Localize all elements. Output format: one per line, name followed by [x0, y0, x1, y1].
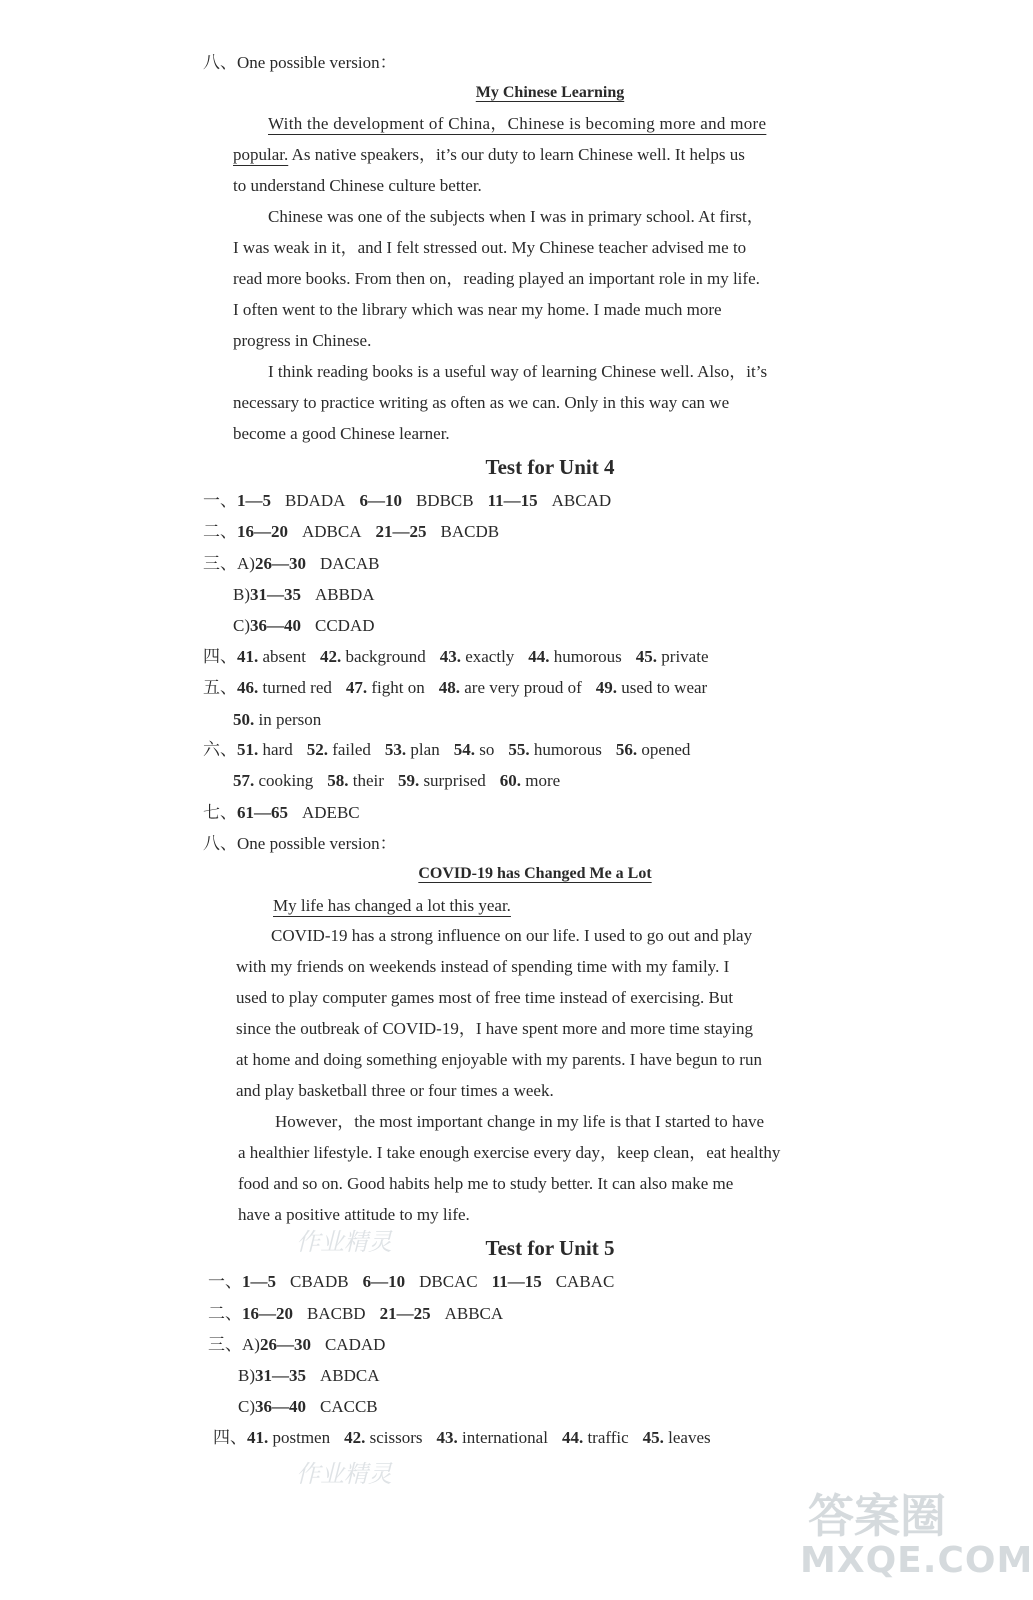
essay2-line-2: COVID-19 has a strong influence on our life. I used to go out and play [271, 926, 753, 945]
essay2-line-8: However，the most important change in my life is that I started to have [275, 1112, 765, 1131]
essay2-line-11: have a positive attitude to my life. [238, 1205, 470, 1224]
essay2-title: COVID-19 has Changed Me a Lot [418, 865, 652, 882]
unit4-section-5-cont: 50. in person [233, 710, 322, 729]
unit4-section-4: 四、41. absent 42. background 43. exactly 44. humorous 45. private [203, 647, 709, 666]
unit5-section-3b: B)31—35 ABDCA [238, 1366, 380, 1385]
essay1-intro: 八、One possible version： [203, 53, 397, 72]
unit4-section-3b: B)31—35 ABBDA [233, 585, 375, 604]
essay1-line-8: progress in Chinese. [233, 331, 372, 350]
unit4-section-6: 六、51. hard 52. failed 53. plan 54. so 55. humorous 56. opened [203, 740, 691, 759]
unit5-section-2: 二、16—20 BACBD 21—25 ABBCA [208, 1304, 504, 1323]
essay1-line-6: read more books. From then on，reading played an important role in my life. [233, 269, 760, 288]
unit5-section-3a: 三、A)26—30 CADAD [208, 1335, 386, 1354]
essay1-line-7: I often went to the library which was near my home. I made much more [233, 300, 722, 319]
essay2-intro: 八、One possible version： [203, 834, 397, 853]
unit4-section-7: 七、61—65 ADEBC [203, 803, 360, 822]
essay2-line-1: My life has changed a lot this year. [273, 896, 511, 915]
essay1-line-3: to understand Chinese culture better. [233, 176, 482, 195]
essay1-line-5: I was weak in it，and I felt stressed out. My Chinese teacher advised me to [233, 238, 747, 257]
unit4-title: Test for Unit 4 [485, 455, 615, 479]
watermark-small-2: 作业精灵 [296, 1460, 392, 1488]
watermark-logo: 答案圈 [808, 1489, 946, 1543]
unit5-section-4: 四、41. postmen 42. scissors 43. international 44. traffic 45. leaves [213, 1428, 711, 1447]
essay2-line-10: food and so on. Good habits help me to study better. It can also make me [238, 1174, 734, 1193]
essay1-line-9: I think reading books is a useful way of learning Chinese well. Also，it’s [268, 362, 768, 381]
essay1-line-1: With the development of China，Chinese is becoming more and more [268, 114, 767, 133]
unit5-section-1: 一、1—5 CBADB 6—10 DBCAC 11—15 CABAC [208, 1272, 615, 1291]
essay2-line-3: with my friends on weekends instead of spending time with my family. I [236, 957, 730, 976]
unit5-section-3c: C)36—40 CACCB [238, 1397, 378, 1416]
essay2-line-7: and play basketball three or four times a week. [236, 1081, 554, 1100]
essay2-line-9: a healthier lifestyle. I take enough exercise every day，keep clean，eat healthy [238, 1143, 781, 1162]
essay1-title: My Chinese Learning [475, 84, 625, 101]
essay2-line-4: used to play computer games most of free time instead of exercising. But [236, 988, 734, 1007]
essay1-line-2: popular. As native speakers，it’s our duty to learn Chinese well. It helps us [233, 145, 745, 164]
unit4-section-3c: C)36—40 CCDAD [233, 616, 375, 635]
essay1-line-10: necessary to practice writing as often as we can. Only in this way can we [233, 393, 730, 412]
essay1-line-4: Chinese was one of the subjects when I was in primary school. At first， [268, 207, 764, 226]
unit4-section-1: 一、1—5 BDADA 6—10 BDBCB 11—15 ABCAD [203, 491, 612, 510]
unit4-section-3a: 三、A)26—30 DACAB [203, 554, 380, 573]
unit4-section-5: 五、46. turned red 47. fight on 48. are very proud of 49. used to wear [203, 678, 708, 697]
essay2-line-6: at home and doing something enjoyable with my parents. I have begun to run [236, 1050, 762, 1069]
unit4-section-6-cont: 57. cooking 58. their 59. surprised 60. more [233, 771, 561, 790]
watermark-small-1: 作业精灵 [296, 1228, 392, 1256]
unit5-title: Test for Unit 5 [485, 1236, 615, 1260]
essay2-line-5: since the outbreak of COVID-19，I have spent more and more time staying [236, 1019, 753, 1038]
watermark-site: MXQE.COM [800, 1540, 1033, 1581]
unit4-section-2: 二、16—20 ADBCA 21—25 BACDB [203, 522, 500, 541]
essay1-line-11: become a good Chinese learner. [233, 424, 450, 443]
